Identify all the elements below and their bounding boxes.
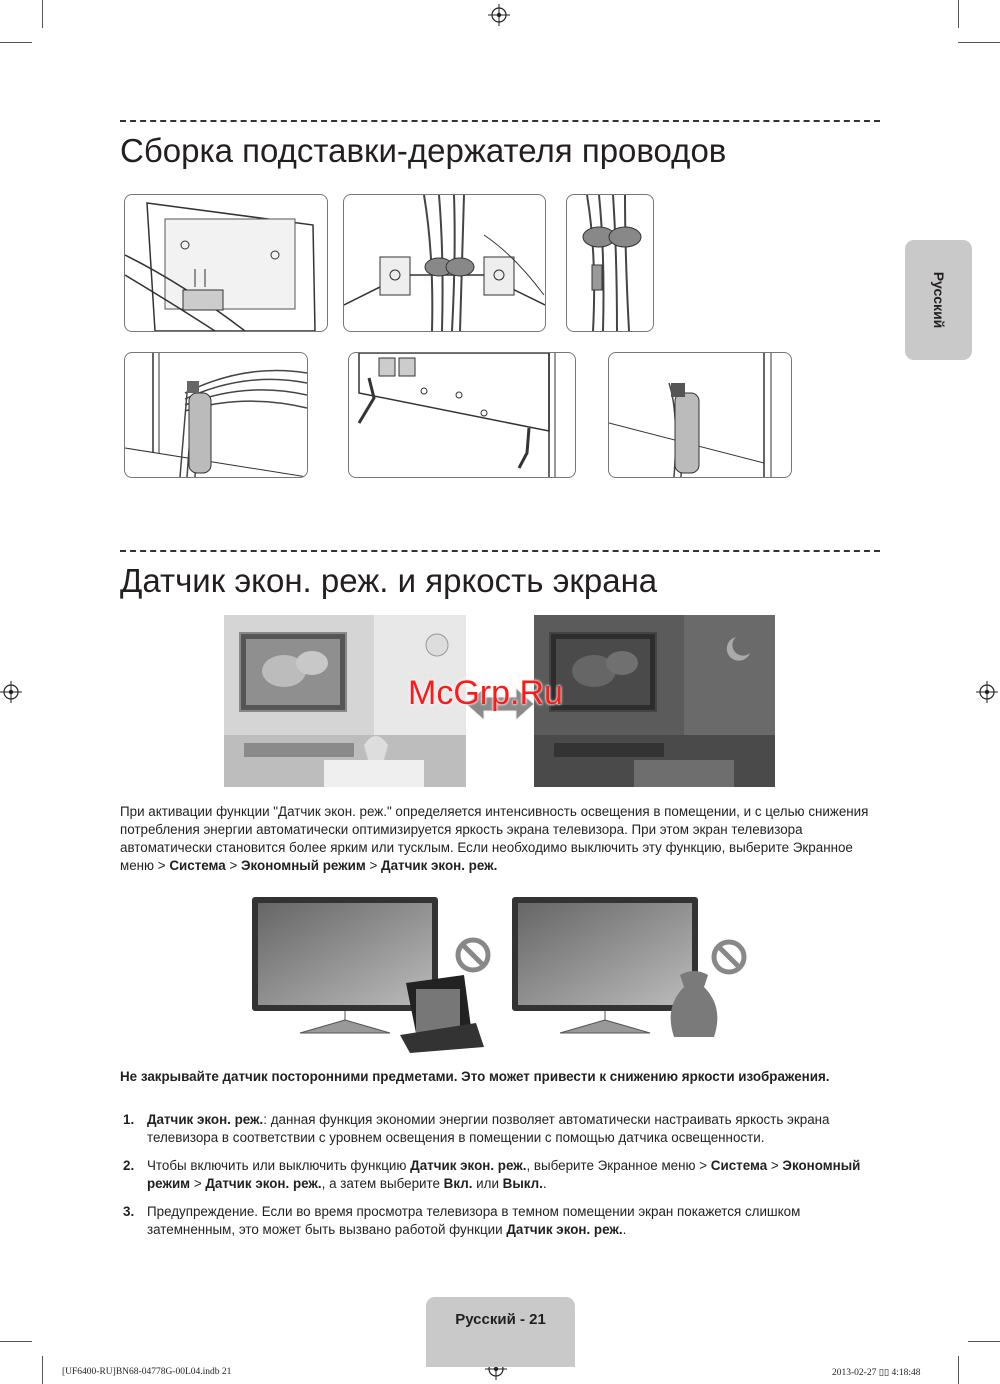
menu-path-eco: Экономный режим — [240, 858, 366, 873]
list-text: или — [472, 1176, 503, 1191]
watermark: McGrp.Ru — [408, 674, 563, 712]
assembly-step-illustration — [124, 194, 328, 332]
list-text: : данная функция экономии энергии позволяет автоматически настраивать яркость экрана телевизора в соответствии с уровнем освещения в помещении с помощью датчика освещенности. — [147, 1112, 830, 1145]
list-bold: Выкл. — [502, 1176, 543, 1191]
list-text: . — [622, 1222, 627, 1237]
section-title-cable-holder: Сборка подставки-держателя проводов — [120, 132, 727, 169]
intro-text: При активации функции "Датчик экон. реж." определяется интенсивность освещения в помещении, и с целью снижения потребления энергии автоматически оптимизируется яркость экрана телевизора. При этом экран телевизора автоматически становится более ярким или тусклым. Если необходимо выключить эту функцию, выберите Экранное меню > — [120, 804, 869, 873]
list-bold: Вкл. — [443, 1176, 473, 1191]
dark-room-photo — [534, 615, 775, 787]
list-number: 3. — [123, 1204, 135, 1219]
menu-path-eco-sensor: Датчик экон. реж. — [381, 858, 498, 873]
intro-paragraph — [120, 803, 890, 875]
crop-mark — [42, 0, 43, 28]
section-divider — [120, 120, 880, 122]
menu-path-separator: > — [225, 858, 241, 873]
crop-mark — [958, 1356, 959, 1384]
language-side-tab — [905, 240, 972, 360]
section-divider — [120, 550, 880, 552]
list-bold: Датчик экон. реж. — [205, 1176, 322, 1191]
list-text: . — [542, 1176, 547, 1191]
feature-list — [120, 1111, 890, 1249]
list-item — [120, 1157, 890, 1193]
page-number: Русский - 21 — [455, 1311, 546, 1328]
list-bold: Датчик экон. реж. — [147, 1112, 264, 1127]
print-timestamp: 2013-02-27 ▯▯ 4:18:48 — [832, 1368, 921, 1378]
crop-mark — [0, 1341, 32, 1342]
list-bold: Система — [710, 1158, 768, 1173]
tv-blocked-by-frame-illustration — [250, 895, 500, 1055]
print-file-info: [UF6400-RU]BN68-04778G-00L04.indb 21 — [62, 1367, 232, 1377]
language-side-tab-label: Русский — [930, 271, 947, 329]
list-text: , а затем выберите — [321, 1176, 444, 1191]
registration-mark-icon — [488, 4, 510, 26]
assembly-step-illustration — [124, 352, 308, 478]
crop-mark — [968, 1341, 1000, 1342]
crop-mark — [958, 42, 1000, 43]
menu-path-system: Система — [169, 858, 226, 873]
assembly-step-illustration — [343, 194, 546, 332]
warning-text: Не закрывайте датчик посторонними предметами. Это может привести к снижению яркости изображения. — [120, 1069, 830, 1084]
assembly-step-illustration — [608, 352, 792, 478]
list-bold: Экономный режим — [147, 1158, 861, 1191]
assembly-step-illustration — [566, 194, 654, 332]
list-number: 1. — [123, 1112, 135, 1127]
list-item — [120, 1203, 890, 1239]
list-text: > — [767, 1158, 783, 1173]
menu-path-separator: > — [365, 858, 382, 873]
list-number: 2. — [123, 1158, 135, 1173]
crop-mark — [958, 0, 959, 28]
registration-mark-icon — [976, 681, 998, 703]
tv-blocked-by-vase-illustration — [510, 895, 760, 1055]
list-item — [120, 1111, 890, 1147]
registration-mark-icon — [0, 681, 22, 703]
section-title-eco-sensor: Датчик экон. реж. и яркость экрана — [120, 562, 658, 599]
list-bold: Датчик экон. реж. — [410, 1158, 527, 1173]
list-text: Чтобы включить или выключить функцию — [147, 1158, 411, 1173]
crop-mark — [0, 42, 32, 43]
list-text: > — [190, 1176, 206, 1191]
page-number-tab — [426, 1297, 575, 1367]
assembly-step-illustration — [348, 352, 576, 478]
list-text: Предупреждение. Если во время просмотра телевизора в темном помещении экран покажется слишком затемненным, это может быть вызвано работой функции — [147, 1204, 801, 1237]
list-text: , выберите Экранное меню > — [526, 1158, 711, 1173]
crop-mark — [42, 1356, 43, 1384]
list-bold: Датчик экон. реж. — [506, 1222, 623, 1237]
